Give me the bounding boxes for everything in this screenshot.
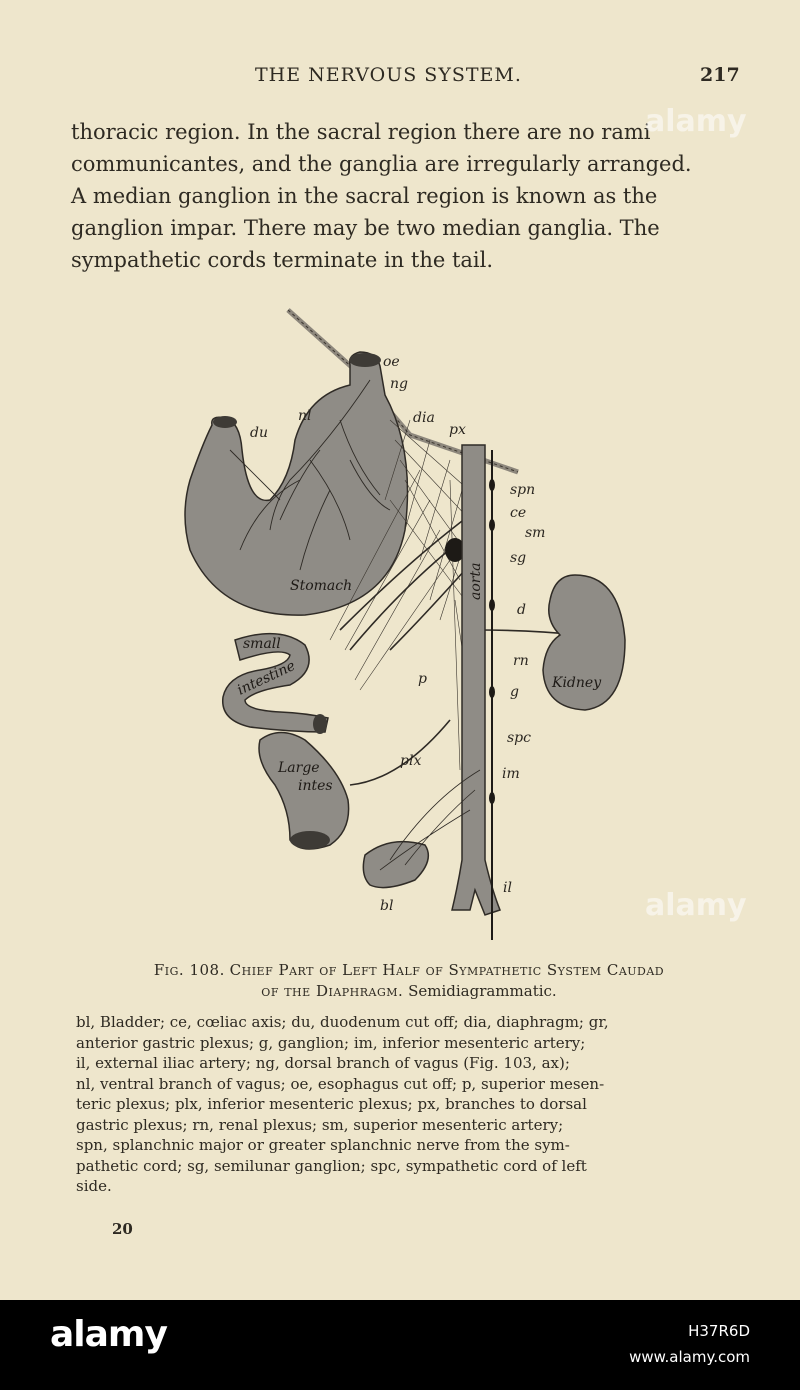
duodenum-cut bbox=[213, 416, 237, 428]
caption-title-continued: of the Diaphragm. bbox=[261, 982, 404, 1000]
legend-line: nl, ventral branch of vagus; oe, esophagus cut off; p, superior mesen- bbox=[76, 1074, 605, 1093]
small-intestine-label: small bbox=[243, 636, 281, 652]
figure-caption bbox=[76, 960, 742, 1002]
body-line: ganglion impar. There may be two median ganglia. The bbox=[71, 216, 660, 240]
running-title: THE NERVOUS SYSTEM. bbox=[255, 64, 522, 86]
label-px: px bbox=[449, 422, 466, 438]
aorta-label: aorta bbox=[468, 562, 484, 600]
legend-line: pathetic cord; sg, semilunar ganglion; spc, sympathetic cord of left bbox=[76, 1156, 587, 1175]
site-url[interactable]: www.alamy.com bbox=[629, 1348, 750, 1366]
label-p: p bbox=[418, 671, 427, 687]
page-header bbox=[0, 64, 800, 94]
legend-line: teric plexus; plx, inferior mesenteric plexus; px, branches to dorsal bbox=[76, 1095, 587, 1113]
legend-line: bl, Bladder; ce, cœliac axis; du, duodenum cut off; dia, diaphragm; gr, bbox=[76, 1013, 609, 1031]
legend-line: il, external iliac artery; ng, dorsal branch of vagus (Fig. 103, ax); bbox=[76, 1054, 570, 1072]
label-sm: sm bbox=[525, 525, 546, 541]
intes-label: intes bbox=[298, 778, 333, 794]
small-intestine-cut bbox=[313, 714, 327, 734]
kidney-label: Kidney bbox=[552, 675, 602, 691]
esophagus-cut bbox=[349, 353, 381, 367]
caption-fig-number: Fig. 108. bbox=[153, 961, 225, 979]
legend-line: gastric plexus; rn, renal plexus; sm, superior mesenteric artery; bbox=[76, 1115, 564, 1134]
label-plx: plx bbox=[400, 753, 422, 769]
large-intestine-label: Large bbox=[278, 760, 320, 776]
watermark-text: alamy bbox=[645, 104, 747, 139]
label-dia: dia bbox=[413, 410, 435, 426]
intestine-label: intestine bbox=[234, 657, 298, 699]
sympathetic-system-illustration bbox=[180, 300, 640, 950]
label-rn: rn bbox=[513, 653, 529, 669]
stomach bbox=[185, 352, 408, 615]
body-paragraph bbox=[71, 116, 741, 276]
stomach-label: Stomach bbox=[290, 578, 353, 594]
caption-subtitle: Semidiagrammatic. bbox=[408, 982, 557, 1000]
signature-number: 20 bbox=[112, 1220, 133, 1238]
page-number: 217 bbox=[700, 64, 740, 86]
body-line: sympathetic cords terminate in the tail. bbox=[71, 248, 494, 272]
body-line: thoracic region. In the sacral region there are no rami bbox=[71, 120, 651, 144]
body-line: communicantes, and the ganglia are irregularly arranged. bbox=[71, 152, 692, 176]
large-intestine-cut bbox=[290, 831, 330, 849]
label-d: d bbox=[517, 602, 526, 618]
label-ng: ng bbox=[390, 376, 408, 392]
label-g: g bbox=[510, 684, 519, 700]
label-sg: sg bbox=[510, 550, 527, 566]
alamy-logo[interactable]: alamy bbox=[50, 1314, 167, 1355]
label-oe: oe bbox=[383, 354, 400, 370]
label-im: im bbox=[502, 766, 520, 782]
label-ce: ce bbox=[510, 505, 527, 521]
legend-line: spn, splanchnic major or greater splanchnic nerve from the sym- bbox=[76, 1136, 570, 1154]
image-id: H37R6D bbox=[688, 1322, 750, 1340]
alamy-footer-bar bbox=[0, 1300, 800, 1390]
body-line: A median ganglion in the sacral region is known as the bbox=[71, 184, 658, 208]
legend-line: anterior gastric plexus; g, ganglion; im, inferior mesenteric artery; bbox=[76, 1033, 586, 1052]
figure-legend bbox=[76, 1012, 742, 1197]
watermark-text: alamy bbox=[645, 888, 747, 923]
legend-line: side. bbox=[76, 1177, 112, 1195]
label-nl: nl bbox=[298, 408, 312, 424]
label-spc: spc bbox=[507, 730, 531, 746]
label-du: du bbox=[250, 425, 268, 441]
caption-title: Chief Part of Left Half of Sympathetic System Caudad bbox=[229, 961, 665, 979]
label-il: il bbox=[503, 880, 512, 896]
label-spn: spn bbox=[510, 482, 536, 498]
label-bl: bl bbox=[380, 898, 394, 914]
